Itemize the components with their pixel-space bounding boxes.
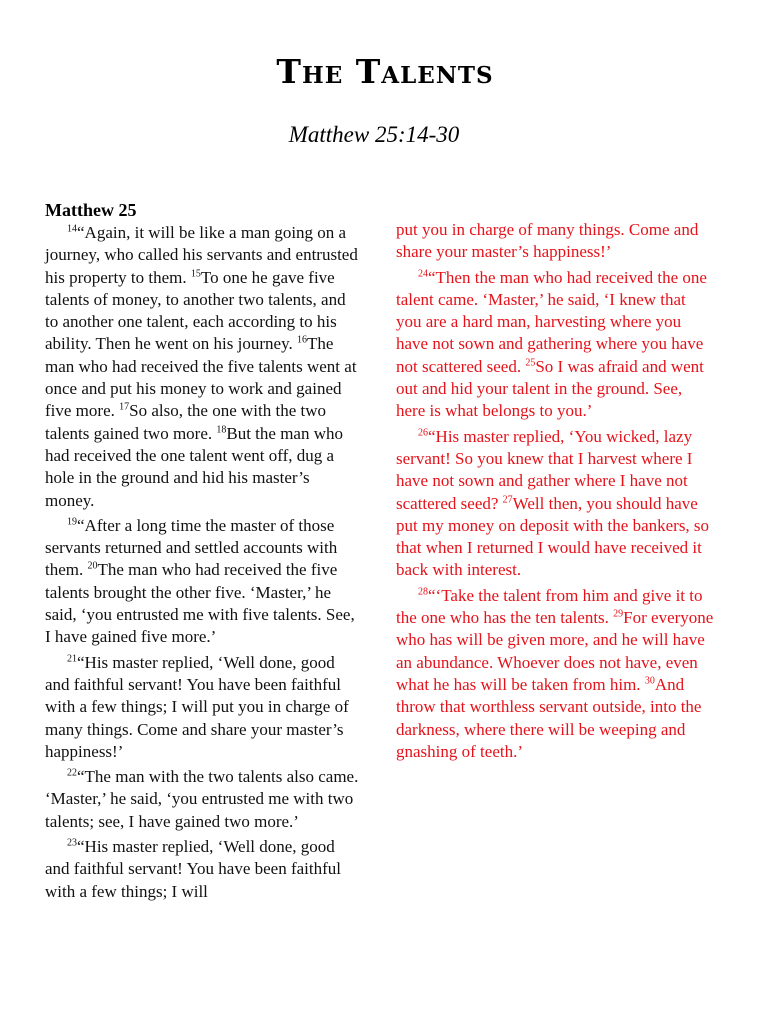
verse-number: 17	[119, 401, 130, 413]
verse-text: “After a long time the master of those servants returned and settled accounts with them.	[45, 515, 338, 580]
verse-number: 25	[525, 357, 536, 369]
verse-number: 18	[216, 424, 227, 436]
document-title: The Talents	[276, 52, 494, 91]
paragraph-23-continued	[396, 219, 714, 264]
verse-text: “His master replied, ‘Well done, good and faithful servant! You have been faithful with a few things; I will put you in charge of many things. Come and share your master’s happiness!’	[45, 652, 349, 761]
verse-text: Well then, you should have put my money on deposit with the bankers, so that when I returned I would have received it back with interest.	[396, 493, 710, 580]
verse-text: The man who had received the five talents brought the other five. ‘Master,’ he said, ‘you entrusted me with five talents. See, I have gained five more.’	[45, 560, 355, 647]
verse-number: 24	[418, 267, 428, 279]
verse-number: 23	[67, 837, 77, 849]
verse-number: 30	[644, 675, 655, 687]
verse-number: 28	[418, 586, 428, 598]
verse-text: But the man who had received the one talent went off, dug a hole in the ground and hid his master’s money.	[45, 423, 344, 510]
verse-number: 15	[190, 267, 201, 279]
paragraph-21	[45, 652, 363, 763]
scripture-reference: Matthew 25:14-30	[288, 122, 460, 147]
verse-text: For everyone who has will be given more, and he will have an abundance. Whoever does not have, even what he has will be taken from him.	[396, 608, 714, 694]
paragraph-23	[45, 836, 363, 903]
verse-text: “Again, it will be like a man going on a journey, who called his servants and entrusted his property to them.	[45, 223, 358, 287]
verse-text: put you in charge of many things. Come and share your master’s happiness!’	[396, 220, 699, 262]
verse-number: 16	[296, 334, 307, 346]
paragraph-24-25	[396, 267, 714, 423]
verse-number: 22	[67, 767, 77, 779]
verse-text: The man who had received the five talents went at once and put his money to work and gained five more.	[45, 334, 357, 421]
paragraph-26-27	[396, 426, 714, 582]
verse-text: “‘Take the talent from him and give it to the one who has the ten talents.	[396, 585, 703, 628]
verse-number: 27	[502, 493, 513, 505]
right-column	[396, 219, 714, 766]
verse-text: “His master replied, ‘You wicked, lazy servant! So you knew that I harvest where I have not sown and gather where I have not scattered seed?	[396, 426, 693, 513]
verse-text: So also, the one with the two talents gained two more.	[45, 401, 327, 443]
verse-text: To one he gave five talents of money, to another two talents, and to another one talent, each according to his ability. Then he went on his journey.	[45, 267, 346, 354]
verse-text: So I was afraid and went out and hid your talent in the ground. See, here is what belongs to you.’	[396, 356, 704, 421]
verse-text: “His master replied, ‘Well done, good and faithful servant! You have been faithful with a few things; I will	[45, 837, 341, 901]
verse-number: 29	[613, 608, 624, 620]
paragraph-28-30	[396, 585, 714, 763]
verse-number: 21	[67, 652, 77, 664]
verse-number: 20	[87, 560, 98, 572]
paragraph-14-18	[45, 222, 363, 512]
verse-number: 19	[67, 516, 77, 528]
verse-number: 14	[67, 223, 77, 235]
verse-number: 26	[418, 427, 428, 439]
paragraph-22	[45, 766, 363, 833]
verse-text: “The man with the two talents also came. ‘Master,’ he said, ‘you entrusted me with two talents; see, I have gained two more.’	[45, 767, 359, 831]
left-column	[45, 198, 363, 906]
verse-text: “Then the man who had received the one talent came. ‘Master,’ he said, ‘I knew that you are a hard man, harvesting where you have not sown and gathering where you have not scattered seed.	[396, 267, 707, 376]
chapter-heading: Matthew 25	[45, 200, 137, 220]
verse-text: And throw that worthless servant outside, into the darkness, where there will be weeping and gnashing of teeth.’	[396, 674, 702, 761]
paragraph-19-20	[45, 515, 363, 649]
